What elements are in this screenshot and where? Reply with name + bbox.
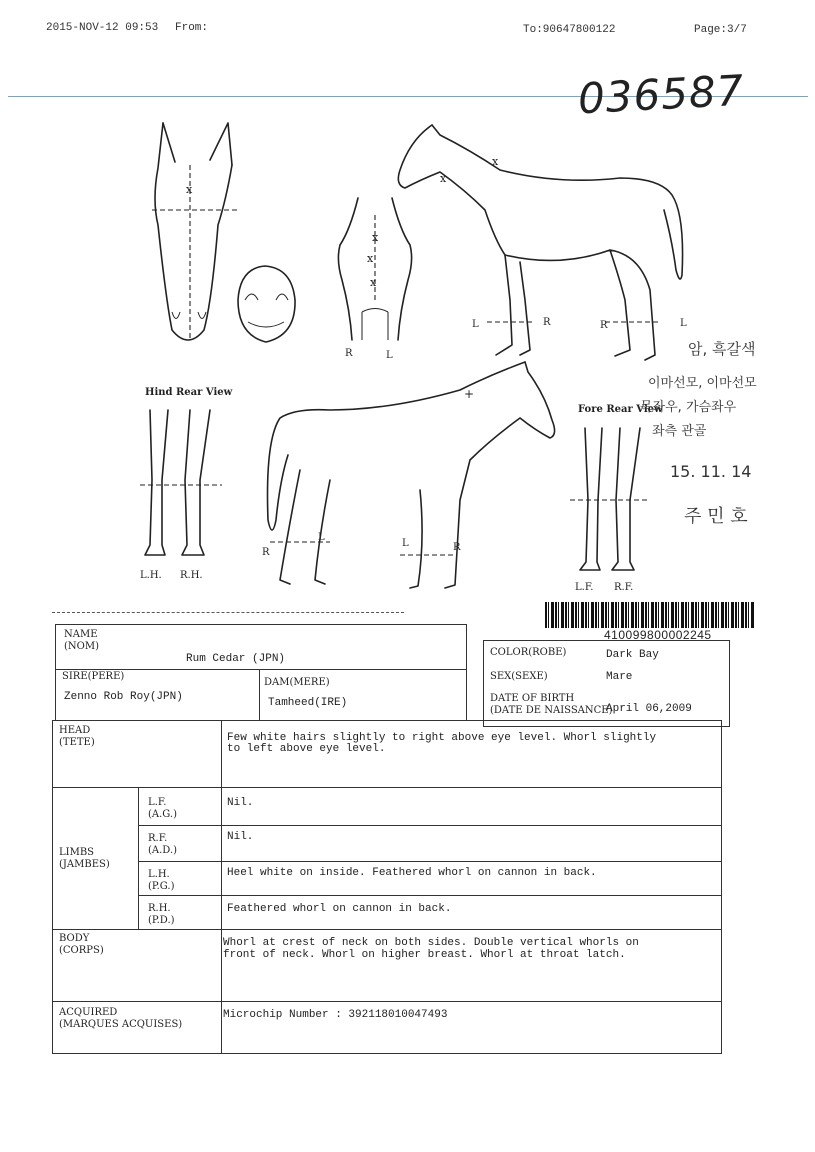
handwritten-note-2: 이마선모, 이마선모 [648,376,757,391]
handwritten-doc-number: 036587 [576,65,746,124]
head-front-drawing [152,123,238,340]
dob-label: DATE OF BIRTH [490,693,575,704]
barcode [545,602,755,628]
dam-value: Tamheed(IRE) [268,697,348,709]
color-value: Dark Bay [606,649,659,661]
markings-table [52,720,722,1054]
lh-label-fr: (P.G.) [148,881,175,892]
tear-line [52,612,404,613]
dob-label-fr: (DATE DE NAISSANCE) [490,705,613,716]
fax-datetime: 2015-NOV-12 09:53 [46,22,159,34]
head-value: Few white hairs slightly to right above eye level. Whorl slightly to left above eye level. [227,732,657,755]
head-label: HEAD [59,725,91,736]
rf-value: Nil. [227,831,254,843]
body-label: BODY [59,933,90,944]
fore-rear-view-label: Fore Rear View [578,404,663,415]
rh-label-fr: (P.D.) [148,915,175,926]
acquired-label: ACQUIRED [59,1007,118,1018]
label-r: R [453,542,461,553]
label-l: L [680,318,687,329]
acquired-label-fr: (MARQUES ACQUISES) [59,1019,183,1030]
rh-label: R.H. [148,903,171,914]
dob-value: April 06,2009 [606,703,692,715]
body-label-fr: (CORPS) [59,945,104,956]
lh-label: L.H. [148,869,170,880]
name-box [55,624,467,721]
handwritten-note-1: 암, 흑갈색 [688,340,756,358]
label-lf: L.F. [575,582,594,593]
name-label-fr: (NOM) [64,641,99,652]
label-r: R [262,547,270,558]
acquired-value: Microchip Number : 392118010047493 [223,1009,448,1021]
label-r: R [600,320,608,331]
limbs-label-fr: (JAMBES) [59,859,110,870]
handwritten-note-3: 목좌우, 가슴좌우 [640,400,737,415]
fax-from: From: [175,22,209,34]
sex-label: SEX(SEXE) [490,671,548,682]
lh-value: Heel white on inside. Feathered whorl on cannon in back. [227,867,597,879]
description-box [483,640,730,727]
label-l: L [318,532,325,543]
svg-text:x: x [186,183,193,196]
handwritten-date: 15. 11. 14 [670,462,752,481]
sex-value: Mare [606,671,633,683]
label-r: R [543,317,551,328]
svg-text:+: + [464,387,475,401]
label-lh: L.H. [140,570,162,581]
hind-rear-view-drawing [140,387,233,581]
limbs-label: LIMBS [59,847,95,858]
color-label: COLOR(ROBE) [490,647,567,658]
horse-side-left-drawing [398,125,687,360]
horse-side-right-drawing [262,362,555,588]
fax-to: To:90647800122 [523,24,616,36]
lf-label: L.F. [148,797,167,808]
sire-label: SIRE(PERE) [62,671,125,682]
hind-rear-view-label: Hind Rear View [145,387,233,398]
fore-rear-view-drawing [570,404,663,593]
label-l: L [386,350,393,361]
muzzle-drawing [238,266,295,342]
lf-value: Nil. [227,797,254,809]
handwritten-note-4: 좌측 관골 [652,424,707,439]
label-l: L [402,538,409,549]
label-rh: R.H. [180,570,203,581]
name-value: Rum Cedar (JPN) [186,653,286,665]
dam-label: DAM(MERE) [264,677,330,688]
chest-front-drawing [338,198,411,361]
sire-value: Zenno Rob Roy(JPN) [64,691,183,703]
rf-label-fr: (A.D.) [148,845,178,856]
svg-text:x: x [370,276,377,289]
rh-value: Feathered whorl on cannon in back. [227,903,452,915]
barcode-number: 410099800002245 [604,628,712,642]
name-label: NAME [64,629,98,640]
svg-text:x: x [372,231,379,244]
lf-label-fr: (A.G.) [148,809,178,820]
svg-text:x: x [492,155,499,168]
rf-label: R.F. [148,833,168,844]
label-l: L [472,319,479,330]
label-r: R [345,348,353,359]
label-rf: R.F. [614,582,634,593]
head-label-fr: (TETE) [59,737,95,748]
svg-text:x: x [440,172,447,185]
fax-page: Page:3/7 [694,24,747,36]
handwritten-signature: 주 민 호 [684,506,748,527]
body-value: Whorl at crest of neck on both sides. Double vertical whorls on front of neck. Whorl on higher breast. Whorl at throat latch. [223,937,639,961]
svg-text:x: x [367,252,374,265]
